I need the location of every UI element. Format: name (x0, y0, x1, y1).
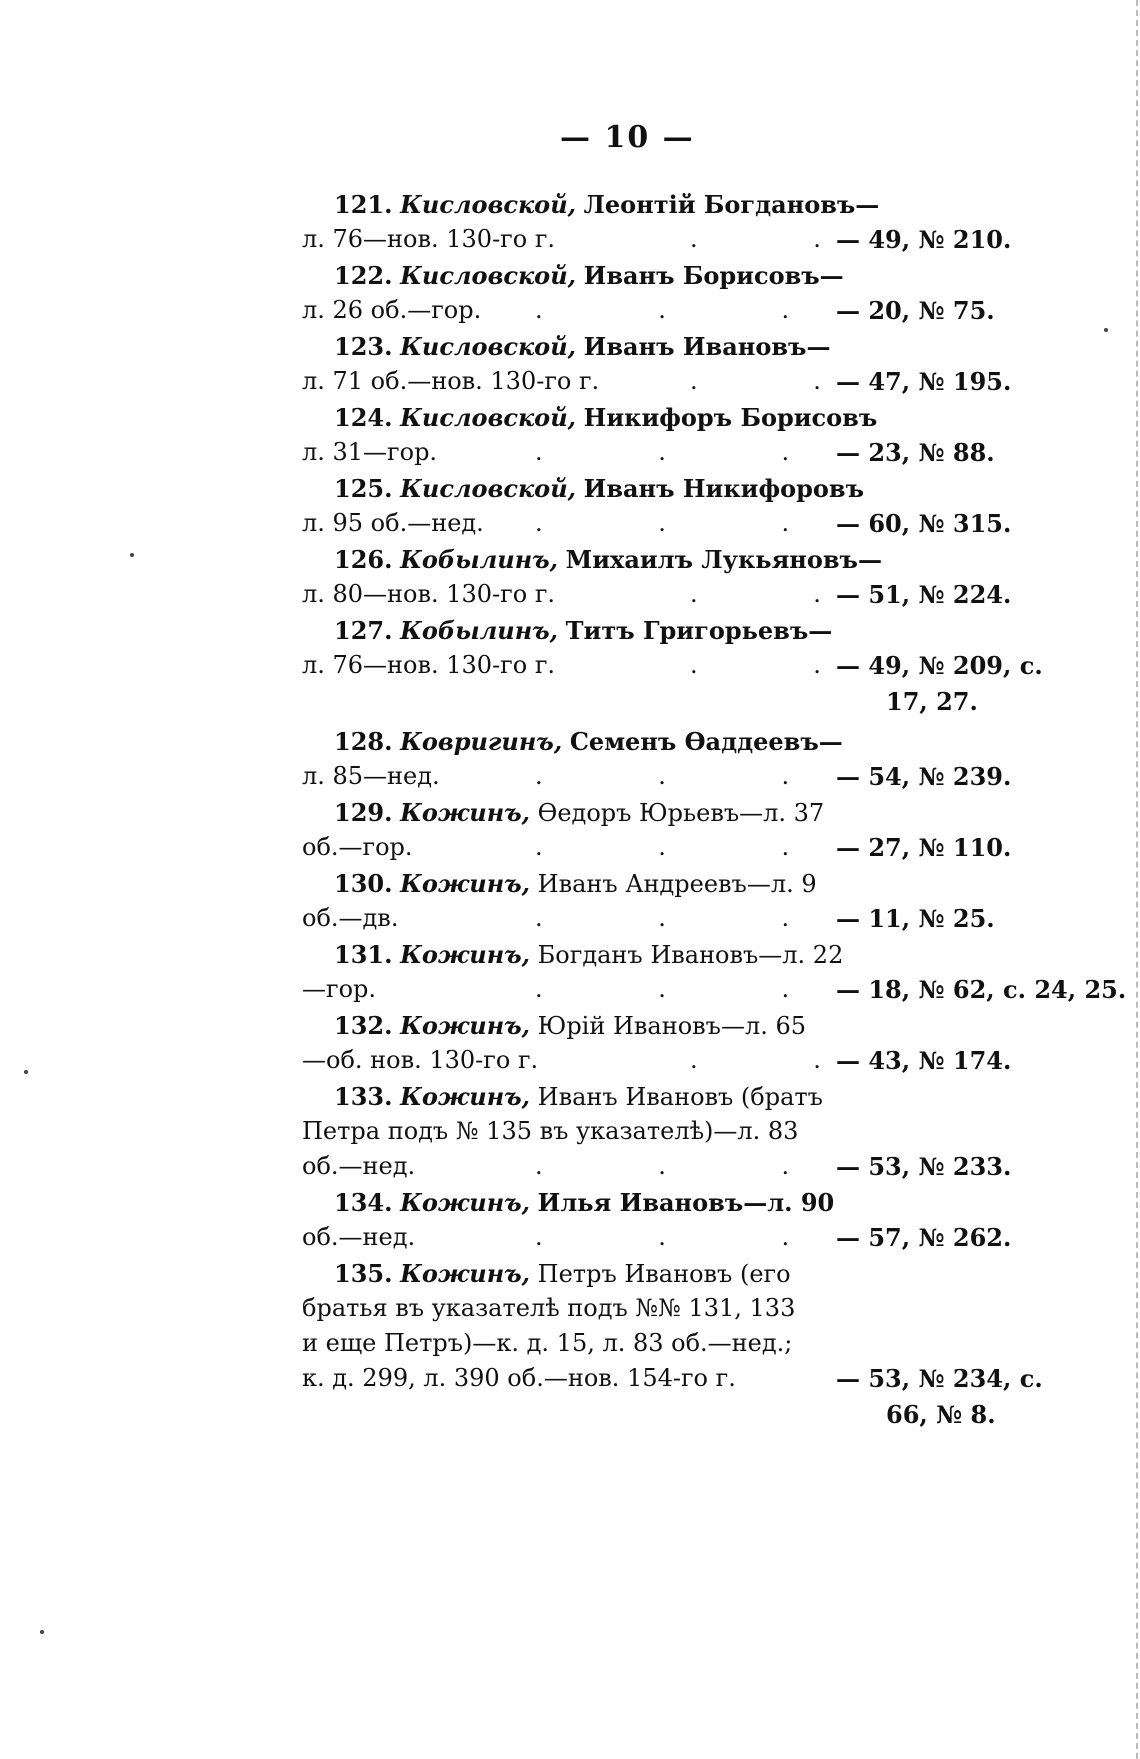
scan-speck (1104, 328, 1108, 332)
entry-127-line1: 127. Кобылинъ, Титъ Григорьевъ— (334, 616, 833, 645)
entry-131-line1: 131. Кожинъ, Богданъ Ивановъ—л. 22 (334, 940, 844, 969)
entry-121-line1: 121. Кисловской, Леонтій Богдановъ— (334, 190, 880, 219)
leader-dots: . . . (535, 762, 844, 790)
entry-128-ref: — 54, № 239. (836, 762, 1012, 791)
scan-speck (40, 1630, 44, 1634)
leader-dots: . . . (535, 975, 844, 1003)
entry-135-ref-continued: 66, № 8. (886, 1400, 996, 1429)
entry-122-line2: л. 26 об.—гор. (302, 296, 482, 324)
entry-123-line2: л. 71 об.—нов. 130-го г. (302, 367, 600, 395)
entry-130-ref: — 11, № 25. (836, 904, 995, 933)
entry-124-ref: — 23, № 88. (836, 438, 995, 467)
leader-dots: . . (690, 651, 875, 679)
entry-133-line3: об.—нед. (302, 1152, 416, 1180)
entry-129-line1: 129. Кожинъ, Ѳедоръ Юрьевъ—л. 37 (334, 798, 825, 827)
scan-edge-line (1136, 0, 1138, 1759)
leader-dots: . . . (535, 833, 844, 861)
entry-124-line1: 124. Кисловской, Никифоръ Борисовъ (334, 403, 878, 432)
entry-126-line1: 126. Кобылинъ, Михаилъ Лукьяновъ— (334, 545, 882, 574)
leader-dots: . . . (535, 296, 844, 324)
entry-135-ref: — 53, № 234, с. (836, 1364, 1043, 1393)
entry-135-line4: к. д. 299, л. 390 об.—нов. 154-го г. (302, 1364, 736, 1392)
leader-dots: . . . (535, 904, 844, 932)
entry-123-ref: — 47, № 195. (836, 367, 1012, 396)
leader-dots: . . . (535, 438, 844, 466)
entry-126-ref: — 51, № 224. (836, 580, 1012, 609)
leader-dots: . . . (535, 509, 844, 537)
entry-132-ref: — 43, № 174. (836, 1046, 1012, 1075)
leader-dots: . . (690, 580, 875, 608)
entry-131-line2: —гор. (302, 975, 377, 1003)
entry-132-line1: 132. Кожинъ, Юрій Ивановъ—л. 65 (334, 1011, 806, 1040)
entry-130-line1: 130. Кожинъ, Иванъ Андреевъ—л. 9 (334, 869, 817, 898)
entry-133-line1: 133. Кожинъ, Иванъ Ивановъ (братъ (334, 1082, 823, 1111)
leader-dots: . . . (535, 1152, 844, 1180)
entry-133-ref: — 53, № 233. (836, 1152, 1012, 1181)
entry-121-ref: — 49, № 210. (836, 225, 1012, 254)
entry-127-ref-continued: 17, 27. (886, 687, 978, 716)
leader-dots: . . (690, 225, 875, 253)
leader-dots: . . . (535, 1223, 844, 1251)
entry-125-line2: л. 95 об.—нед. (302, 509, 484, 537)
entry-129-line2: об.—гор. (302, 833, 413, 861)
entry-135-line2: братья въ указателѣ подъ №№ 131, 133 (302, 1294, 796, 1322)
entry-132-line2: —об. нов. 130-го г. (302, 1046, 539, 1074)
entry-122-ref: — 20, № 75. (836, 296, 995, 325)
entry-122-line1: 122. Кисловской, Иванъ Борисовъ— (334, 261, 844, 290)
entry-123-line1: 123. Кисловской, Иванъ Ивановъ— (334, 332, 831, 361)
entry-135-line3: и еще Петръ)—к. д. 15, л. 83 об.—нед.; (302, 1329, 793, 1357)
entry-133-line2: Петра подъ № 135 въ указателѣ)—л. 83 (302, 1117, 799, 1145)
leader-dots: . . (690, 367, 875, 395)
entry-130-line2: об.—дв. (302, 904, 399, 932)
leader-dots: . . (690, 1046, 875, 1074)
entry-134-line2: об.—нед. (302, 1223, 416, 1251)
entry-134-line1: 134. Кожинъ, Илья Ивановъ—л. 90 (334, 1188, 835, 1217)
entry-126-line2: л. 80—нов. 130-го г. (302, 580, 556, 608)
scan-speck (24, 1070, 28, 1074)
entry-125-line1: 125. Кисловской, Иванъ Никифоровъ (334, 474, 865, 503)
entry-125-ref: — 60, № 315. (836, 509, 1012, 538)
entry-127-line2: л. 76—нов. 130-го г. (302, 651, 556, 679)
entry-131-ref: — 18, № 62, с. 24, 25. (836, 975, 1127, 1004)
scan-speck (130, 553, 134, 557)
entry-128-line1: 128. Ковригинъ, Семенъ Ѳаддеевъ— (334, 727, 843, 756)
entry-124-line2: л. 31—гор. (302, 438, 438, 466)
entry-127-ref: — 49, № 209, с. (836, 651, 1043, 680)
entry-135-line1: 135. Кожинъ, Петръ Ивановъ (его (334, 1259, 791, 1288)
entry-129-ref: — 27, № 110. (836, 833, 1012, 862)
entry-121-line2: л. 76—нов. 130-го г. (302, 225, 556, 253)
page-number: — 10 — (560, 120, 695, 155)
entry-128-line2: л. 85—нед. (302, 762, 440, 790)
entry-134-ref: — 57, № 262. (836, 1223, 1012, 1252)
